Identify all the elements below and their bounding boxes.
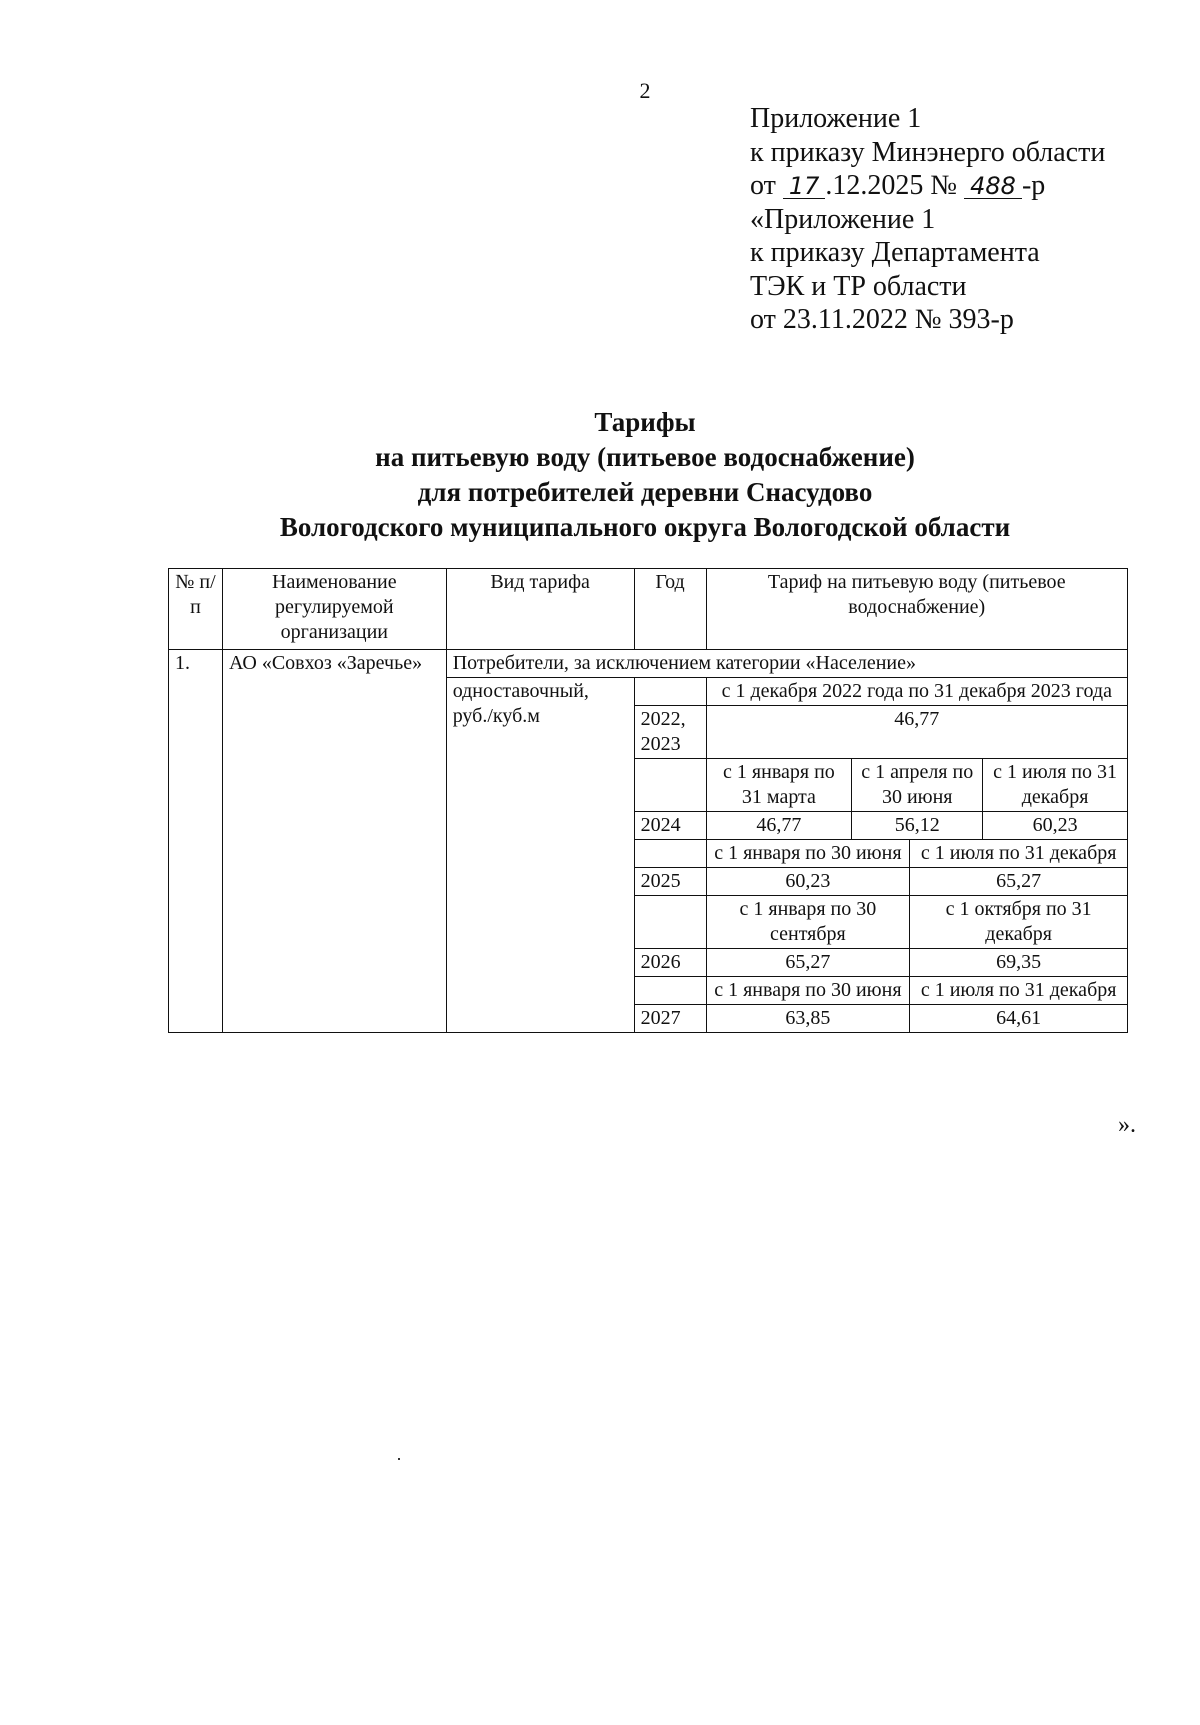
org-name: АО «Совхоз «Заречье» [222,650,446,1033]
title-line-3: для потребителей деревни Снасудово [417,477,873,507]
year-2025: 2025 [634,868,706,896]
header-tariff: Тариф на питьевую воду (питьевое водоснабжение) [706,569,1127,650]
value-2024-2: 56,12 [852,812,983,840]
value-2026-2: 69,35 [910,949,1128,977]
order-date-mid: .12.2025 № [825,170,958,201]
title-line-4: Вологодского муниципального округа Вологодской области [279,512,1011,542]
header-org: Наименование регулируемой организации [222,569,446,650]
appendix-line-2: к приказу Минэнерго области [750,136,1106,168]
period-2024-1: с 1 января по 31 марта [706,759,852,812]
appendix-line-7: от 23.11.2022 № 393-р [750,304,1014,335]
tariffs-table [168,568,1128,1033]
table-header-row [169,569,1128,650]
period-2027-1: с 1 января по 30 июня [706,977,910,1005]
table-row [169,650,1128,678]
period-2025-2: с 1 июля по 31 декабря [910,840,1128,868]
period-2024-2: с 1 апреля по 30 июня [852,759,983,812]
value-2025-1: 60,23 [706,868,910,896]
appendix-line-5: к приказу Департамента [750,237,1040,268]
year-empty [634,977,706,1005]
appendix-line-6: ТЭК и ТР области [750,270,967,302]
value-2025-2: 65,27 [910,868,1128,896]
handwritten-order-number: 488 [964,174,1022,199]
period-2026-1: с 1 января по 30 сентября [706,896,910,949]
year-empty [634,678,706,706]
header-year: Год [634,569,706,650]
year-empty [634,840,706,868]
scan-speck [398,1458,400,1460]
period-2025-1: с 1 января по 30 июня [706,840,910,868]
value-2027-1: 63,85 [706,1005,910,1033]
period-2027-2: с 1 июля по 31 декабря [910,977,1128,1005]
year-2022-2023: 2022, 2023 [634,706,706,759]
order-suffix: -р [1021,170,1046,201]
period-2022-2023: с 1 декабря 2022 года по 31 декабря 2023 года [706,678,1127,706]
row-number: 1. [169,650,223,1033]
order-date-prefix: от [750,170,776,201]
value-2024-1: 46,77 [706,812,852,840]
handwritten-day: 17 [783,174,826,199]
period-2024-3: с 1 июля по 31 декабря [983,759,1128,812]
year-2026: 2026 [634,949,706,977]
appendix-line-3 [750,169,1105,203]
value-2027-2: 64,61 [910,1005,1128,1033]
appendix-line-1: Приложение 1 [750,103,922,134]
year-empty [634,759,706,812]
appendix-line-4: «Приложение 1 [750,203,936,235]
period-2026-2: с 1 октября по 31 декабря [910,896,1128,949]
value-2024-3: 60,23 [983,812,1128,840]
title-line-2: на питьевую воду (питьевое водоснабжение) [375,442,915,472]
title-line-1: Тарифы [594,407,696,437]
value-2022-2023: 46,77 [706,706,1127,759]
page-number: 2 [639,78,651,103]
year-2027: 2027 [634,1005,706,1033]
header-type: Вид тарифа [446,569,634,650]
year-2024: 2024 [634,812,706,840]
tariff-type: одноставочный, руб./куб.м [446,678,634,1033]
year-empty [634,896,706,949]
closing-quote-mark: ». [1118,1112,1136,1138]
document-title [0,405,1200,545]
header-num: № п/п [169,569,223,650]
appendix-block [750,102,1105,337]
value-2026-1: 65,27 [706,949,910,977]
consumer-category: Потребители, за исключением категории «Население» [446,650,1127,678]
